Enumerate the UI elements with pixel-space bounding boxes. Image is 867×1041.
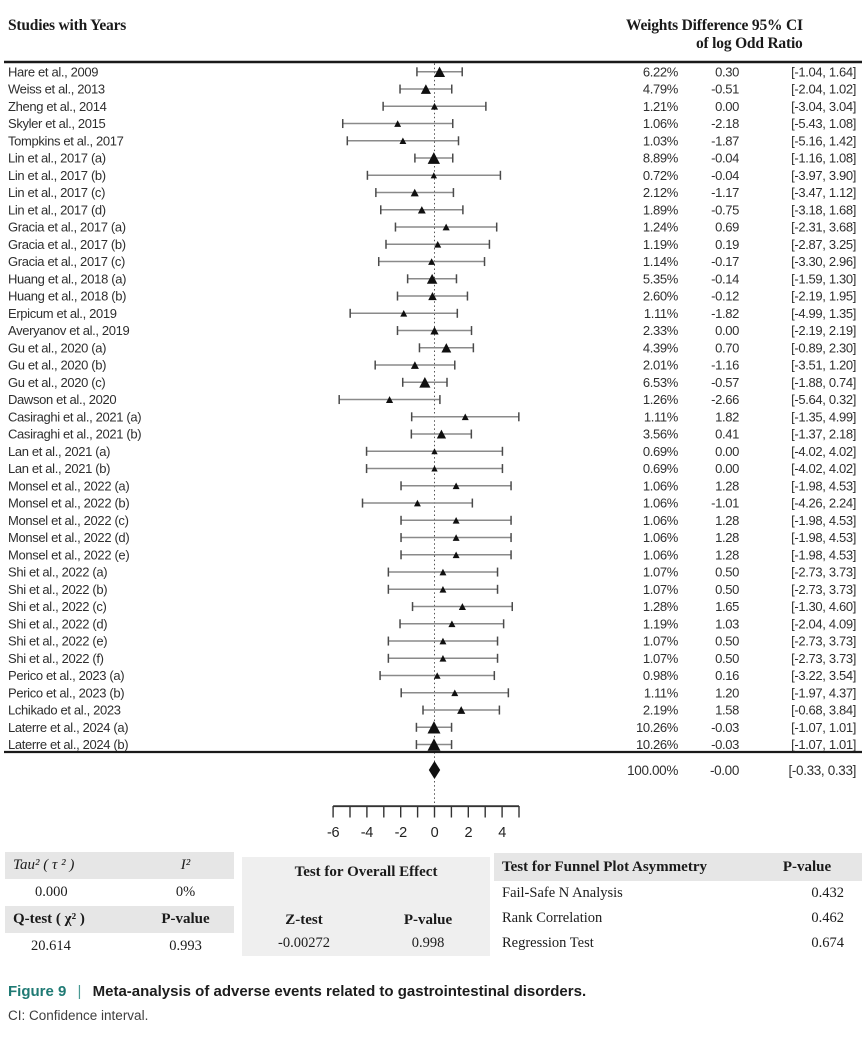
weight-value: 0.72% <box>642 167 678 183</box>
difference-value: 0.30 <box>715 64 739 80</box>
difference-value: -1.01 <box>711 495 739 511</box>
difference-value: -0.51 <box>711 81 739 97</box>
ci-value: [-3.30, 2.96] <box>791 254 856 270</box>
qtest-value-row <box>5 933 234 960</box>
weight-value: 4.79% <box>642 81 678 97</box>
ci-value: [-2.87, 3.25] <box>791 236 856 252</box>
weight-value: 1.07% <box>642 564 678 580</box>
difference-value: -0.04 <box>711 167 739 183</box>
stats-column-header-line1: Weights Difference 95% CI <box>626 17 803 34</box>
ztest-value: -0.00272 <box>278 935 330 951</box>
overall-difference: -0.00 <box>709 762 739 778</box>
difference-value: 1.28 <box>715 478 739 494</box>
weight-value: 1.24% <box>642 219 678 235</box>
study-label: Gu et al., 2020 (a) <box>8 340 107 356</box>
study-label: Monsel et al., 2022 (e) <box>8 547 130 563</box>
caption-separator: | <box>77 983 82 1000</box>
weight-value: 2.01% <box>642 357 678 373</box>
studies-column-header: Studies with Years <box>8 17 127 34</box>
weight-value: 8.89% <box>642 150 678 166</box>
heterogeneity-header-row <box>5 852 234 879</box>
weight-value: 1.06% <box>642 512 678 528</box>
difference-value: 1.28 <box>715 530 739 546</box>
ci-value: [-1.98, 4.53] <box>791 547 856 563</box>
ci-value: [-1.07, 1.01] <box>791 719 856 735</box>
study-label: Monsel et al., 2022 (c) <box>8 512 129 528</box>
weight-value: 1.11% <box>643 305 678 321</box>
figure-number: Figure 9 <box>8 983 67 1000</box>
weight-value: 0.98% <box>642 668 678 684</box>
axis-tick-label: -6 <box>326 825 340 841</box>
difference-value: 0.70 <box>715 340 739 356</box>
study-label: Shi et al., 2022 (f) <box>8 650 104 666</box>
weight-value: 1.21% <box>642 98 678 114</box>
difference-value: -1.17 <box>711 185 739 201</box>
difference-value: 1.65 <box>715 599 739 615</box>
funnel-row-regression <box>494 931 862 956</box>
i2-value: 0% <box>175 884 196 900</box>
difference-value: 0.50 <box>715 564 739 580</box>
weight-value: 1.26% <box>642 392 678 408</box>
qtest-header-row <box>5 906 234 933</box>
ci-value: [-5.43, 1.08] <box>791 116 856 132</box>
study-label: Casiraghi et al., 2021 (a) <box>8 409 142 425</box>
difference-value: -0.12 <box>711 288 739 304</box>
ci-value: [-5.16, 1.42] <box>791 133 856 149</box>
ci-value: [-3.51, 1.20] <box>791 357 856 373</box>
study-label: Weiss et al., 2013 <box>8 81 105 97</box>
weight-value: 1.06% <box>642 530 678 546</box>
difference-value: -1.16 <box>711 357 739 373</box>
axis-tick-label: 4 <box>498 825 506 841</box>
difference-value: 0.00 <box>715 461 739 477</box>
caption-title: Meta-analysis of adverse events related to gastrointestinal disorders. <box>92 983 587 1000</box>
weight-value: 0.69% <box>642 461 678 477</box>
study-label: Lan et al., 2021 (b) <box>8 461 111 477</box>
ci-value: [-4.26, 2.24] <box>791 495 856 511</box>
ci-value: [-2.19, 1.95] <box>791 288 856 304</box>
difference-value: 0.69 <box>715 219 739 235</box>
weight-value: 10.26% <box>636 719 678 735</box>
stats-column-header-line2: of log Odd Ratio <box>696 35 803 52</box>
weight-value: 6.22% <box>642 64 678 80</box>
ci-value: [-5.64, 0.32] <box>791 392 856 408</box>
ci-value: [-3.22, 3.54] <box>791 668 856 684</box>
ci-value: [-2.31, 3.68] <box>791 219 856 235</box>
study-label: Huang et al., 2018 (b) <box>8 288 127 304</box>
study-label: Lin et al., 2017 (d) <box>8 202 106 218</box>
ci-value: [-0.68, 3.84] <box>791 702 856 718</box>
weight-value: 1.28% <box>642 599 678 615</box>
study-label: Lchikado et al., 2023 <box>8 702 121 718</box>
ci-value: [-2.73, 3.73] <box>791 633 856 649</box>
regression-test-pvalue: 0.674 <box>811 935 844 951</box>
overall-effect-panel <box>242 857 490 956</box>
weight-value: 5.35% <box>642 271 678 287</box>
ci-value: [-2.73, 3.73] <box>791 581 856 597</box>
weight-value: 1.06% <box>642 547 678 563</box>
difference-value: 1.82 <box>715 409 739 425</box>
study-label: Shi et al., 2022 (a) <box>8 564 108 580</box>
difference-value: 0.00 <box>715 443 739 459</box>
ci-value: [-1.98, 4.53] <box>791 512 856 528</box>
difference-value: -1.82 <box>711 305 739 321</box>
ci-value: [-1.30, 4.60] <box>791 599 856 615</box>
ci-value: [-1.98, 4.53] <box>791 530 856 546</box>
weight-value: 2.33% <box>642 323 678 339</box>
study-label: Shi et al., 2022 (d) <box>8 616 108 632</box>
ci-value: [-3.97, 3.90] <box>791 167 856 183</box>
study-label: Lin et al., 2017 (b) <box>8 167 106 183</box>
difference-value: 0.00 <box>715 98 739 114</box>
difference-value: -0.04 <box>711 150 739 166</box>
study-label: Gracia et al., 2017 (c) <box>8 254 125 270</box>
regression-test-label: Regression Test <box>502 935 594 951</box>
study-label: Monsel et al., 2022 (b) <box>8 495 130 511</box>
funnel-row-rank <box>494 906 862 931</box>
heterogeneity-table <box>5 852 234 960</box>
ci-value: [-3.47, 1.12] <box>791 185 856 201</box>
ci-value: [-1.97, 4.37] <box>791 685 856 701</box>
weight-value: 1.06% <box>642 116 678 132</box>
overall-weight: 100.00% <box>627 762 678 778</box>
ci-value: [-4.99, 1.35] <box>791 305 856 321</box>
study-label: Gu et al., 2020 (c) <box>8 374 106 390</box>
difference-value: 1.58 <box>715 702 739 718</box>
weight-value: 1.11% <box>643 685 678 701</box>
weight-value: 1.19% <box>642 236 678 252</box>
difference-value: -0.57 <box>711 374 739 390</box>
study-label: Gracia et al., 2017 (b) <box>8 236 126 252</box>
weight-value: 1.07% <box>642 650 678 666</box>
overall-ci: [-0.33, 0.33] <box>788 762 856 778</box>
difference-value: -0.75 <box>711 202 739 218</box>
weight-value: 1.89% <box>642 202 678 218</box>
overall-diamond <box>429 761 440 779</box>
study-label: Lin et al., 2017 (a) <box>8 150 106 166</box>
study-label: Shi et al., 2022 (e) <box>8 633 108 649</box>
difference-value: -0.14 <box>711 271 739 287</box>
funnel-header-row <box>494 853 862 881</box>
difference-value: 0.16 <box>715 668 739 684</box>
study-label: Shi et al., 2022 (b) <box>8 581 108 597</box>
difference-value: 0.19 <box>715 236 739 252</box>
study-label: Laterre et al., 2024 (b) <box>8 737 129 753</box>
caption-note: CI: Confidence interval. <box>8 1008 149 1023</box>
ci-value: [-1.59, 1.30] <box>791 271 856 287</box>
ci-value: [-4.02, 4.02] <box>791 443 856 459</box>
axis-tick-label: -4 <box>360 825 374 841</box>
difference-value: 0.50 <box>715 581 739 597</box>
figure-caption <box>8 983 586 1000</box>
difference-value: -1.87 <box>711 133 739 149</box>
study-label: Laterre et al., 2024 (a) <box>8 719 129 735</box>
difference-value: 1.28 <box>715 547 739 563</box>
difference-value: -0.03 <box>711 719 739 735</box>
study-label: Averyanov et al., 2019 <box>8 323 130 339</box>
study-label: Gracia et al., 2017 (a) <box>8 219 126 235</box>
study-label: Hare et al., 2009 <box>8 64 99 80</box>
qtest-value: 20.614 <box>31 938 71 954</box>
study-label: Perico et al., 2023 (b) <box>8 685 125 701</box>
axis-tick-label: 0 <box>430 825 439 841</box>
failsafe-pvalue: 0.432 <box>811 885 844 901</box>
difference-value: 1.20 <box>715 685 739 701</box>
difference-value: -2.18 <box>711 116 739 132</box>
tau2-value: 0.000 <box>35 884 68 900</box>
difference-value: -0.03 <box>711 737 739 753</box>
ci-value: [-1.35, 4.99] <box>791 409 856 425</box>
tau2-label: Tau² ( τ ² ) <box>13 857 75 873</box>
weight-value: 1.03% <box>642 133 678 149</box>
study-label: Tompkins et al., 2017 <box>8 133 124 149</box>
difference-value: -0.17 <box>711 254 739 270</box>
funnel-row-failsafe <box>494 881 862 906</box>
overall-effect-title: Test for Overall Effect <box>294 864 438 880</box>
weight-value: 1.06% <box>642 478 678 494</box>
study-label: Gu et al., 2020 (b) <box>8 357 107 373</box>
heterogeneity-value-row <box>5 879 234 906</box>
ztest-pvalue: 0.998 <box>411 935 445 951</box>
study-label: Shi et al., 2022 (c) <box>8 599 107 615</box>
weight-value: 10.26% <box>636 737 678 753</box>
failsafe-label: Fail-Safe N Analysis <box>502 885 623 901</box>
study-label: Monsel et al., 2022 (a) <box>8 478 130 494</box>
ci-value: [-1.37, 2.18] <box>791 426 856 442</box>
difference-value: 0.50 <box>715 633 739 649</box>
weight-value: 1.07% <box>642 581 678 597</box>
ci-value: [-2.19, 2.19] <box>791 323 856 339</box>
ci-value: [-1.07, 1.01] <box>791 737 856 753</box>
rank-correlation-pvalue: 0.462 <box>811 910 844 926</box>
study-label: Erpicum et al., 2019 <box>8 305 117 321</box>
ci-value: [-2.04, 1.02] <box>791 81 856 97</box>
funnel-pvalue-label: P-value <box>782 858 832 875</box>
weight-value: 1.14% <box>642 254 678 270</box>
difference-value: 0.50 <box>715 650 739 666</box>
weight-value: 1.07% <box>642 633 678 649</box>
qtest-pvalue: 0.993 <box>169 938 202 954</box>
study-label: Huang et al., 2018 (a) <box>8 271 127 287</box>
study-label: Dawson et al., 2020 <box>8 392 117 408</box>
ci-value: [-2.73, 3.73] <box>791 564 856 580</box>
study-label: Monsel et al., 2022 (d) <box>8 530 130 546</box>
weight-value: 1.19% <box>642 616 678 632</box>
ci-value: [-1.16, 1.08] <box>791 150 856 166</box>
weight-value: 1.06% <box>642 495 678 511</box>
ci-value: [-1.88, 0.74] <box>791 374 856 390</box>
difference-value: 0.41 <box>715 426 739 442</box>
study-label: Casiraghi et al., 2021 (b) <box>8 426 142 442</box>
ci-value: [-0.89, 2.30] <box>791 340 856 356</box>
weight-value: 3.56% <box>642 426 678 442</box>
difference-value: -2.66 <box>711 392 739 408</box>
funnel-title: Test for Funnel Plot Asymmetry <box>502 858 707 875</box>
funnel-asymmetry-table <box>494 853 862 956</box>
study-label: Perico et al., 2023 (a) <box>8 668 125 684</box>
study-label: Skyler et al., 2015 <box>8 116 106 132</box>
ci-value: [-3.04, 3.04] <box>791 98 856 114</box>
ci-value: [-1.98, 4.53] <box>791 478 856 494</box>
ztest-pvalue-label: P-value <box>403 912 453 928</box>
ci-value: [-3.18, 1.68] <box>791 202 856 218</box>
ci-value: [-4.02, 4.02] <box>791 461 856 477</box>
weight-value: 4.39% <box>642 340 678 356</box>
axis-tick-label: -2 <box>394 825 407 841</box>
ci-value: [-1.04, 1.64] <box>791 64 856 80</box>
difference-value: 1.28 <box>715 512 739 528</box>
weight-value: 0.69% <box>642 443 678 459</box>
weight-value: 2.60% <box>642 288 678 304</box>
ci-value: [-2.04, 4.09] <box>791 616 856 632</box>
weight-value: 6.53% <box>642 374 678 390</box>
qtest-label: Q-test ( χ² ) <box>13 911 85 927</box>
axis-tick-label: 2 <box>464 825 473 841</box>
weight-value: 2.19% <box>642 702 678 718</box>
difference-value: 0.00 <box>715 323 739 339</box>
study-label: Lin et al., 2017 (c) <box>8 185 106 201</box>
qtest-pvalue-label: P-value <box>161 911 210 927</box>
weight-value: 2.12% <box>642 185 678 201</box>
i2-label: I² <box>180 857 191 873</box>
study-label: Lan et al., 2021 (a) <box>8 443 111 459</box>
ztest-label: Z-test <box>285 912 323 928</box>
difference-value: 1.03 <box>715 616 739 632</box>
rank-correlation-label: Rank Correlation <box>502 910 603 926</box>
study-label: Zheng et al., 2014 <box>8 98 107 114</box>
weight-value: 1.11% <box>643 409 678 425</box>
ci-value: [-2.73, 3.73] <box>791 650 856 666</box>
